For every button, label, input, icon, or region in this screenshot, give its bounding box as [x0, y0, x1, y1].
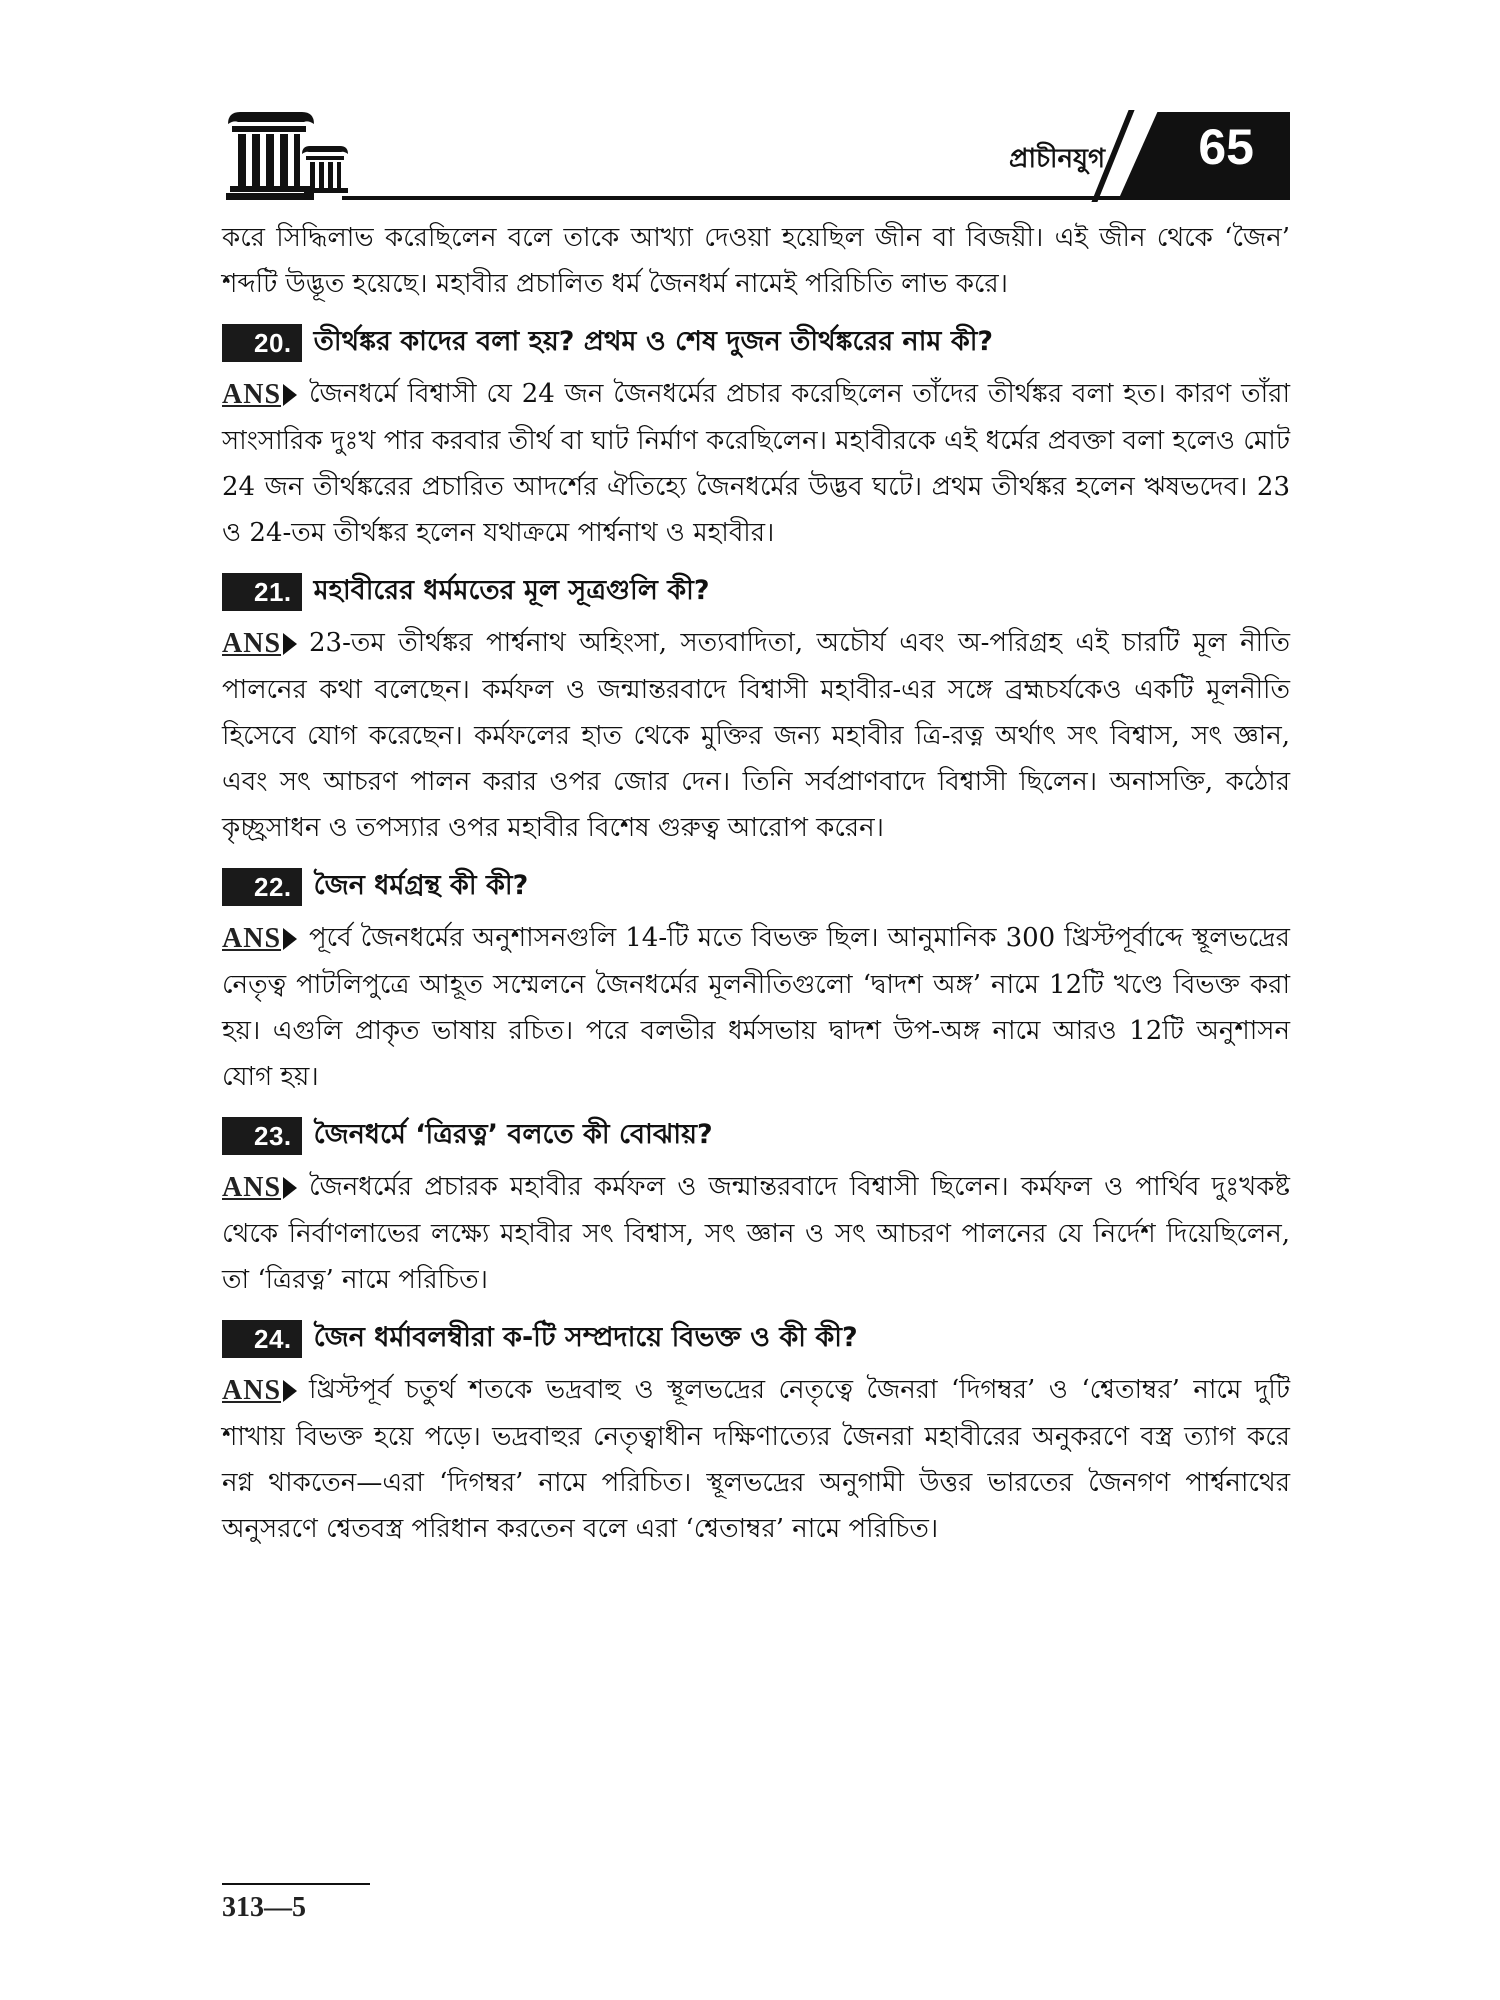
question-text: জৈন ধর্মগ্রন্থ কী কী? — [313, 869, 529, 901]
question-number: 21. — [222, 573, 302, 611]
question-text: মহাবীরের ধর্মমতের মূল সূত্রগুলি কী? — [313, 574, 710, 606]
pillar-icon — [222, 108, 352, 200]
question-number: 20. — [222, 324, 302, 362]
header-rule — [342, 196, 1290, 200]
qa-item-22 — [222, 863, 1290, 1100]
answer — [222, 915, 1290, 1100]
answer — [222, 1164, 1290, 1303]
question — [222, 1315, 1290, 1363]
question — [222, 319, 1290, 367]
answer-text: জৈনধর্মের প্রচারক মহাবীর কর্মফল ও জন্মান্তরবাদে বিশ্বাসী ছিলেন। কর্মফল ও পার্থিব দুঃখকষ্ট থেকে নির্বাণলাভের লক্ষ্যে মহাবীর সৎ বিশ্বাস, সৎ জ্ঞান ও সৎ আচরণ পালনের যে নির্দেশ দিয়েছিলেন, তা ‘ত্রিরত্ন’ নামে পরিচিত। — [222, 1172, 1290, 1295]
question — [222, 1112, 1290, 1160]
page-content — [222, 215, 1290, 1552]
ans-label: ANS — [222, 628, 282, 659]
ans-label: ANS — [222, 1172, 282, 1203]
question-number: 24. — [222, 1320, 302, 1358]
arrow-right-icon — [283, 1177, 297, 1199]
answer-text: খ্রিস্টপূর্ব চতুর্থ শতকে ভদ্রবাহু ও স্থূলভদ্রের নেতৃত্বে জৈনরা ‘দিগম্বর’ ও ‘শ্বেতাম্বর’ নামে দুটি শাখায় বিভক্ত হয়ে পড়ে। ভদ্রবাহুর নেতৃত্বাধীন দক্ষিণাত্যের জৈনরা মহাবীরের অনুকরণে বস্ত্র ত্যাগ করে নগ্ন থাকতেন—এরা ‘দিগম্বর’ নামে পরিচিত। স্থূলভদ্রের অনুগামী উত্তর ভারতের জৈনগণ পার্শ্বনাথের অনুসরণে শ্বেতবস্ত্র পরিধান করতেন বলে এরা ‘শ্বেতাম্বর’ নামে পরিচিত। — [222, 1375, 1290, 1544]
page-number: 65 — [1198, 119, 1254, 175]
ans-marker — [222, 916, 297, 962]
ans-marker — [222, 372, 297, 418]
ans-label: ANS — [222, 1375, 282, 1406]
arrow-right-icon — [283, 1380, 297, 1402]
answer — [222, 1367, 1290, 1552]
page-header — [222, 108, 1290, 208]
arrow-right-icon — [283, 384, 297, 406]
arrow-right-icon — [283, 633, 297, 655]
qa-item-23 — [222, 1112, 1290, 1303]
ans-label: ANS — [222, 379, 282, 410]
intro-paragraph: করে সিদ্ধিলাভ করেছিলেন বলে তাকে আখ্যা দেওয়া হয়েছিল জীন বা বিজয়ী। এই জীন থেকে ‘জৈন’ শব্দটি উদ্ভূত হয়েছে। মহাবীর প্রচালিত ধর্ম জৈনধর্ম নামেই পরিচিতি লাভ করে। — [222, 223, 1290, 299]
arrow-right-icon — [283, 928, 297, 950]
answer-text: পূর্বে জৈনধর্মের অনুশাসনগুলি 14-টি মতে বিভক্ত ছিল। আনুমানিক 300 খ্রিস্টপূর্বাব্দে স্থূলভদ্রের নেতৃত্ব পাটলিপুত্রে আহূত সম্মেলনে জৈনধর্মের মূলনীতিগুলো ‘দ্বাদশ অঙ্গ’ নামে 12টি খণ্ডে বিভক্ত করা হয়। এগুলি প্রাকৃত ভাষায় রচিত। পরে বলভীর ধর্মসভায় দ্বাদশ উপ-অঙ্গ নামে আরও 12টি অনুশাসন যোগ হয়। — [222, 923, 1290, 1092]
footer-rule — [222, 1883, 370, 1885]
section-name: প্রাচীনযুগ — [1009, 144, 1105, 174]
question — [222, 568, 1290, 616]
answer-text: জৈনধর্মে বিশ্বাসী যে 24 জন জৈনধর্মের প্রচার করেছিলেন তাঁদের তীর্থঙ্কর বলা হত। কারণ তাঁরা সাংসারিক দুঃখ পার করবার তীর্থ বা ঘাট নির্মাণ করেছিলেন। মহাবীরকে এই ধর্মের প্রবক্তা বলা হলেও মোট 24 জন তীর্থঙ্করের প্রচারিত আদর্শের ঐতিহ্যে জৈনধর্মের উদ্ভব ঘটে। প্রথম তীর্থঙ্কর হলেন ঋষভদেব। 23 ও 24-তম তীর্থঙ্কর হলেন যথাক্রমে পার্শ্বনাথ ও মহাবীর। — [222, 379, 1290, 548]
ans-marker — [222, 621, 297, 667]
ans-label: ANS — [222, 923, 282, 954]
ans-marker — [222, 1368, 297, 1414]
answer — [222, 371, 1290, 556]
question-text: জৈন ধর্মাবলম্বীরা ক-টি সম্প্রদায়ে বিভক্ত ও কী কী? — [313, 1321, 858, 1353]
question — [222, 863, 1290, 911]
answer — [222, 620, 1290, 851]
qa-item-24 — [222, 1315, 1290, 1552]
question-number: 23. — [222, 1117, 302, 1155]
qa-item-21 — [222, 568, 1290, 851]
question-text: জৈনধর্মে ‘ত্রিরত্ন’ বলতে কী বোঝায়? — [313, 1118, 713, 1150]
question-text: তীর্থঙ্কর কাদের বলা হয়? প্রথম ও শেষ দুজন তীর্থঙ্করের নাম কী? — [313, 325, 994, 357]
answer-text: 23-তম তীর্থঙ্কর পার্শ্বনাথ অহিংসা, সত্যবাদিতা, অচৌর্য এবং অ-পরিগ্রহ এই চারটি মূল নীতি পালনের কথা বলেছেন। কর্মফল ও জন্মান্তরবাদে বিশ্বাসী মহাবীর-এর সঙ্গে ব্রহ্মচর্যকেও একটি মূলনীতি হিসেবে যোগ করেছেন। কর্মফলের হাত থেকে মুক্তির জন্য মহাবীর ত্রি-রত্ন অর্থাৎ সৎ বিশ্বাস, সৎ জ্ঞান, এবং সৎ আচরণ পালন করার ওপর জোর দেন। তিনি সর্বপ্রাণবাদে বিশ্বাসী ছিলেন। অনাসক্তি, কঠোর কৃচ্ছ্রসাধন ও তপস্যার ওপর মহাবীর বিশেষ গুরুত্ব আরোপ করেন। — [222, 628, 1290, 843]
question-number: 22. — [222, 868, 302, 906]
ans-marker — [222, 1165, 297, 1211]
footer-code: 313—5 — [222, 1892, 306, 1923]
qa-item-20 — [222, 319, 1290, 556]
